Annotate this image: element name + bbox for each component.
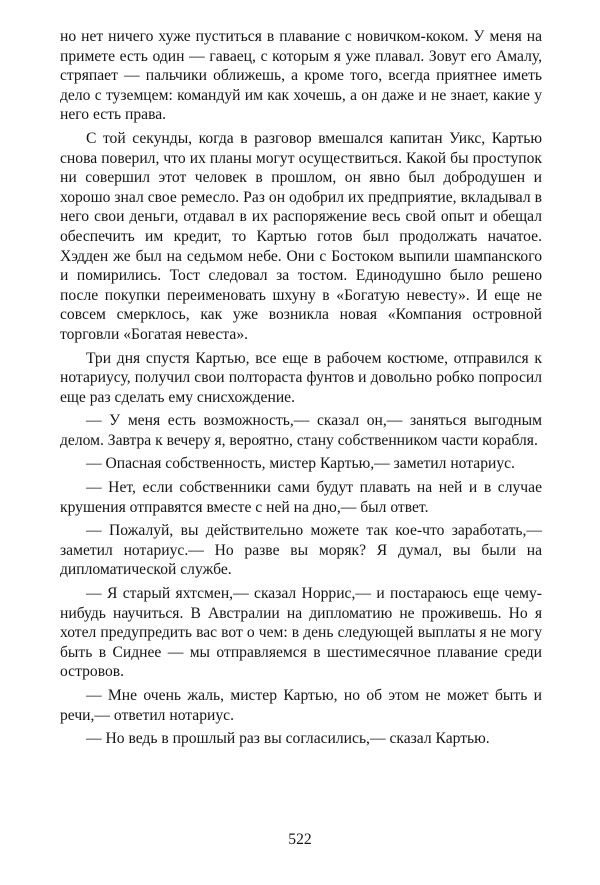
- paragraph-6: — Нет, если собственники сами будут плавать на ней и в случае крушения отправятся вместе с ней на дно,— был ответ.: [60, 479, 542, 516]
- paragraph-1: но нет ничего хуже пуститься в плавание с новичком-коком. У меня на примете есть один — гаваец, с которым я уже плавал. Зовут его Амалу, стряпает — пальчики оближешь, а кроме того, всегда приятнее иметь дело с туземцем: командуй им как хочешь, а он даже и не знает, какие у него есть права.: [60, 28, 542, 124]
- paragraph-5: — Опасная собственность, мистер Картью,— заметил нотариус.: [86, 455, 515, 473]
- page-number: 522: [288, 831, 312, 848]
- paragraph-4: — У меня есть возможность,— сказал он,— заняться выгодным делом. Завтра к вечеру я, вероятно, стану собственником части корабля.: [60, 412, 542, 449]
- paragraph-3: Три дня спустя Картью, все еще в рабочем костюме, отправился к нотариусу, получил свои полтораста фунтов и довольно робко попросил еще раз сделать ему снисхождение.: [60, 349, 542, 406]
- paragraph-8: — Я старый яхтсмен,— сказал Норрис,— и постараюсь еще чему-нибудь научиться. В Австралии на дипломатию не проживешь. Но я хотел предупредить вас вот о чем: в день следующей выплаты я не могу быть в Сиднее — мы отправляемся в шестимесячное плавание среди островов.: [60, 585, 542, 681]
- paragraph-9: — Мне очень жаль, мистер Картью, но об этом не может быть и речи,— ответил нотариус.: [60, 687, 542, 724]
- paragraph-2: С той секунды, когда в разговор вмешался капитан Уикс, Картью снова поверил, что их планы могут осуществиться. Какой бы проступок ни совершил этот человек в прошлом, он явно был добродушен и хорошо знал свое ремесло. Раз он одобрил их предприятие, вкладывал в него свои деньги, отдавал в их распоряжение весь свой опыт и обещал обеспечить им кредит, то Картью готов был продолжать начатое. Хэдден же был на седьмом небе. Они с Бостоком выпили шампанского и помирились. Тост следовал за тостом. Единодушно было решено после покупки переименовать шхуну в «Богатую невесту». И еще не совсем смерклось, как уже возникла новая «Компания островной торговли «Богатая невеста».: [60, 129, 542, 343]
- body-text: [60, 27, 542, 749]
- paragraph-7: — Пожалуй, вы действительно можете так кое-что заработать,— заметил нотариус.— Но разве вы моряк? Я думал, вы были на дипломатической службе.: [60, 522, 542, 579]
- paragraph-10: — Но ведь в прошлый раз вы согласились,— сказал Картью.: [86, 730, 490, 748]
